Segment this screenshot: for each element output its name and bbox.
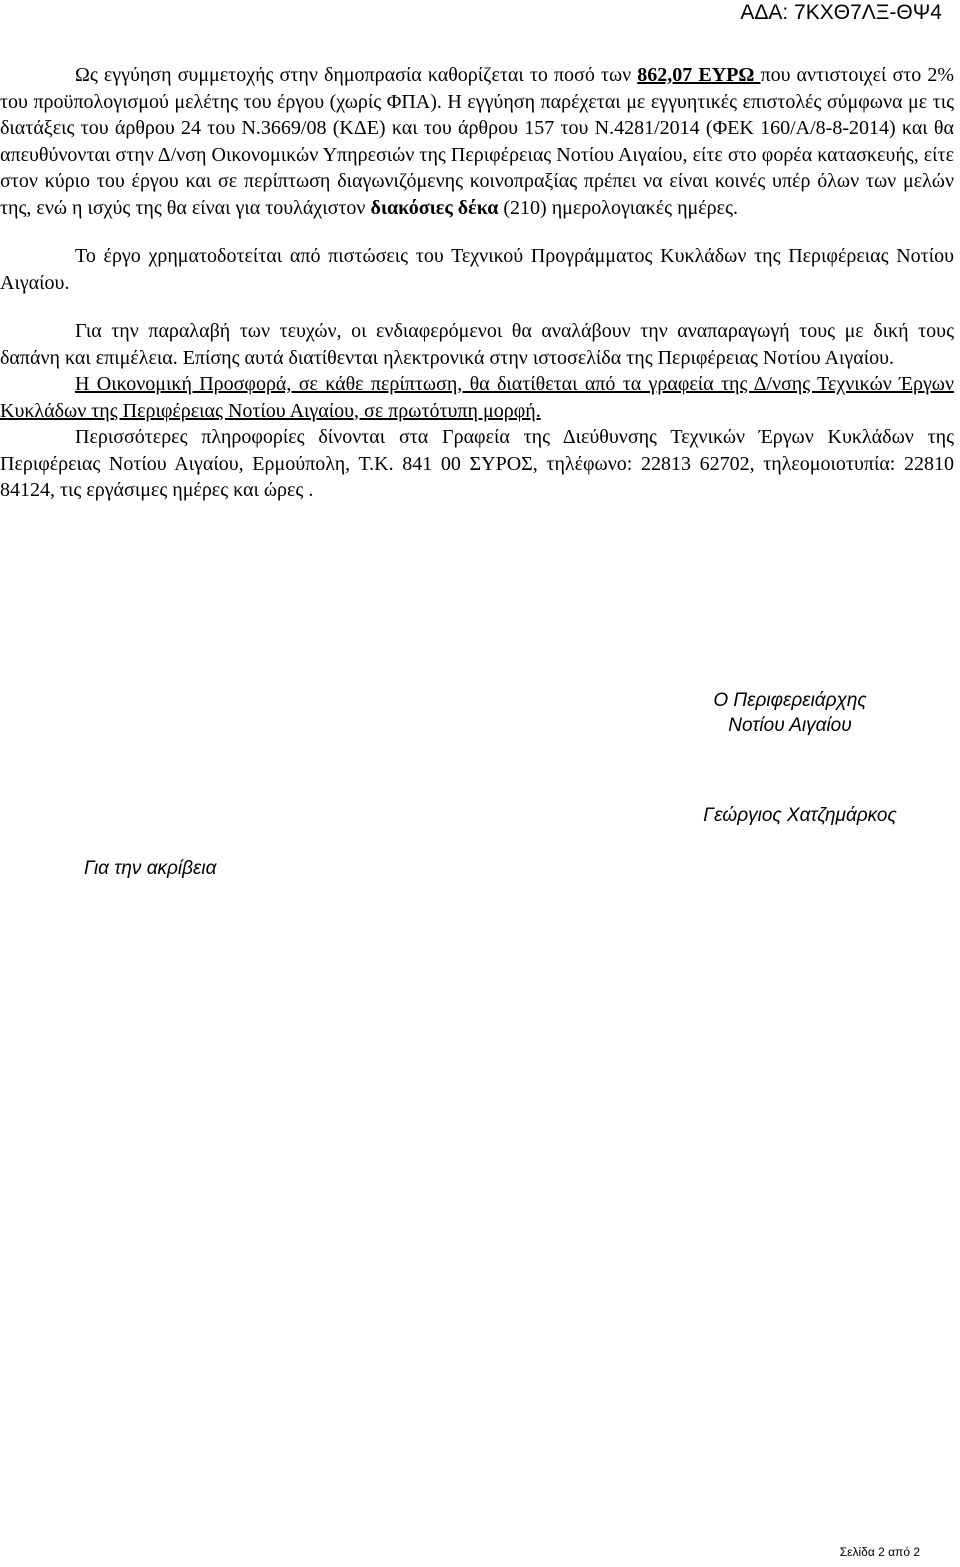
accuracy-note: Για την ακρίβεια (84, 858, 217, 879)
ada-code: ΑΔΑ: 7ΚΧΘ7ΛΞ-ΘΨ4 (740, 1, 942, 24)
guarantee-text-b: που αντιστοιχεί στο 2% του προϋπολογισμού μελέτης του έργου (χωρίς ΦΠΑ). Η εγγύηση παρέχεται με εγγυητικές επιστολές σύμφωνα με τις διατάξεις του άρθρου 24 του Ν.3669/08 (ΚΔΕ) και του άρθρου 157 του Ν.4281/2014 (ΦΕΚ 160/Α/8-8-2014) και θα απευθύνονται στην Δ/νση Οικονομικών Υπηρεσιών της Περιφέρειας Νοτίου Αιγαίου, είτε στο φορέα κατασκευής, είτε στον κύριο του έργου και σε περίπτωση διαγωνιζόμενης κοινοπραξίας πρέπει να είναι κοινές υπέρ όλων των μελών της, ενώ η ισχύς της θα είναι για τουλάχιστον (0, 64, 955, 219)
signatory-name: Γεώργιος Χατζημάρκος (703, 805, 897, 826)
financial-offer-paragraph: Η Οικονομική Προσφορά, σε κάθε περίπτωση, θα διατίθεται από τα γραφεία της Δ/νσης Τεχνικών Έργων Κυκλάδων της Περιφέρειας Νοτίου Αιγαίου, σε πρωτότυπη μορφή. (0, 373, 954, 422)
funding-paragraph: Το έργο χρηματοδοτείται από πιστώσεις του Τεχνικού Προγράμματος Κυκλάδων της Περιφέρειας Νοτίου Αιγαίου. (0, 245, 954, 294)
document-body (0, 62, 954, 504)
signatory-title (640, 688, 940, 738)
guarantee-text-a: Ως εγγύηση συμμετοχής στην δημοπρασία καθορίζεται το ποσό των (75, 64, 638, 86)
signatory-title-line1: Ο Περιφερειάρχης (713, 690, 867, 711)
guarantee-days-bold: διακόσιες δέκα (370, 196, 499, 219)
guarantee-amount: 862,07 ΕΥΡΩ (637, 64, 761, 86)
page-number: Σελίδα 2 από 2 (839, 1545, 920, 1559)
signatory-title-line2: Νοτίου Αιγαίου (728, 715, 852, 736)
info-paragraph: Περισσότερες πληροφορίες δίνονται στα Γραφεία της Διεύθυνσης Τεχνικών Έργων Κυκλάδων της Περιφέρειας Νοτίου Αιγαίου, Ερμούπολη, Τ.Κ. 841 00 ΣΥΡΟΣ, τηλέφωνο: 22813 62702, τηλεομοιοτυπία: 22810 84124, τις εργάσιμες ημέρες και ώρες . (0, 426, 954, 501)
guarantee-text-c: (210) ημερολογιακές ημέρες. (498, 196, 738, 219)
guarantee-paragraph (0, 62, 954, 221)
documents-paragraph: Για την παραλαβή των τευχών, οι ενδιαφερόμενοι θα αναλάβουν την αναπαραγωγή τους με δική τους δαπάνη και επιμέλεια. Επίσης αυτά διατίθενται ηλεκτρονικά στην ιστοσελίδα της Περιφέρειας Νοτίου Αιγαίου. (0, 320, 954, 369)
